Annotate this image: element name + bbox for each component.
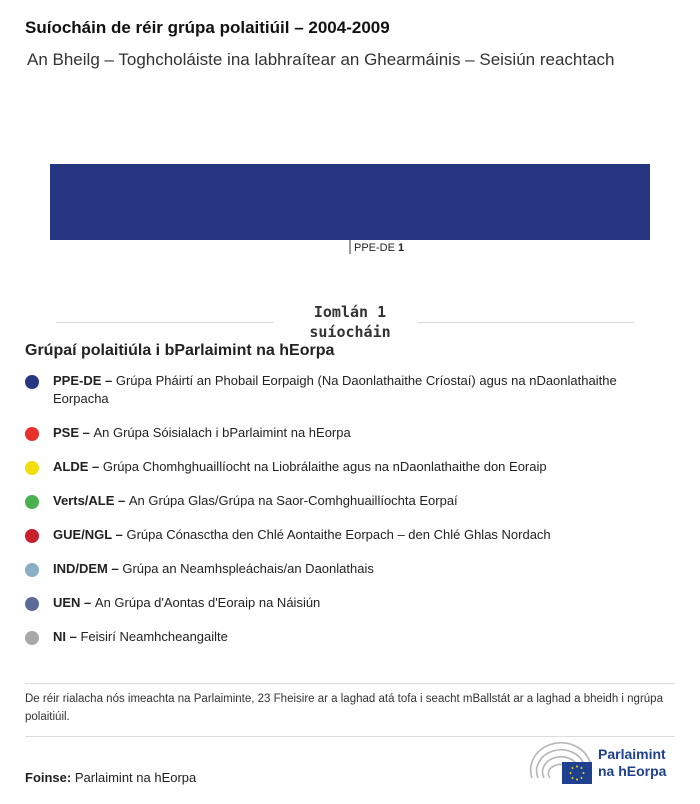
legend	[25, 372, 665, 662]
legend-text	[53, 594, 320, 612]
seat-chart	[0, 150, 700, 270]
legend-desc: Feisirí Neamhcheangailte	[80, 629, 228, 644]
legend-abbr: PPE-DE –	[53, 373, 116, 388]
divider	[25, 736, 675, 737]
legend-item	[25, 560, 665, 578]
legend-item	[25, 372, 665, 408]
logo-line1: Parlaimint	[598, 746, 666, 762]
legend-item	[25, 458, 665, 476]
legend-text	[53, 424, 351, 442]
legend-abbr: PSE –	[53, 425, 94, 440]
legend-text	[53, 628, 228, 646]
legend-text	[53, 526, 551, 544]
legend-desc: Grúpa Pháirtí an Phobail Eorpaigh (Na Daonlathaithe Críostaí) agus na nDaonlathaithe Eorpacha	[53, 373, 617, 406]
legend-color-dot	[25, 461, 39, 475]
legend-text	[53, 492, 458, 510]
total-unit: suíocháin	[309, 323, 391, 341]
legend-abbr: NI –	[53, 629, 81, 644]
legend-item	[25, 594, 665, 612]
total-label	[0, 302, 700, 342]
total-count: Iomlán 1	[313, 303, 387, 321]
legend-color-dot	[25, 631, 39, 645]
legend-item	[25, 424, 665, 442]
legend-desc: Grúpa an Neamhspleáchais/an Daonlathais	[122, 561, 374, 576]
segment-name: PPE-DE	[354, 242, 399, 254]
legend-desc: Grúpa Chomhghuaillíocht na Liobrálaithe agus na nDaonlathaithe don Eoraip	[102, 459, 547, 474]
chart-subtitle: An Bheilg – Toghcholáiste ina labhraítear an Ghearmáinis – Seisiún reachtach	[27, 50, 615, 69]
legend-color-dot	[25, 529, 39, 543]
legend-text	[53, 560, 374, 578]
legend-item	[25, 492, 665, 510]
bar-segment	[50, 164, 650, 240]
legend-color-dot	[25, 427, 39, 441]
total-seats	[0, 300, 700, 344]
legend-item	[25, 628, 665, 646]
legend-title: Grúpaí polaitiúla i bParlaimint na hEorpa	[25, 342, 335, 359]
parliament-logo	[528, 742, 678, 788]
logo-text	[598, 746, 666, 780]
legend-color-dot	[25, 375, 39, 389]
chart-title: Suíocháin de réir grúpa polaitiúil – 2004-2009	[25, 18, 390, 37]
legend-abbr: UEN –	[53, 595, 95, 610]
divider	[25, 683, 675, 684]
source	[25, 770, 196, 785]
source-label: Foinse:	[25, 770, 72, 785]
legend-color-dot	[25, 495, 39, 509]
legend-abbr: GUE/NGL –	[53, 527, 127, 542]
source-text: Parlaimint na hEorpa	[74, 770, 197, 785]
hemicycle-eu-flag-icon	[528, 742, 594, 788]
legend-desc: An Grúpa Sóisialach i bParlaimint na hEorpa	[93, 425, 351, 440]
segment-label	[354, 242, 404, 254]
logo-line2: na hEorpa	[598, 763, 667, 779]
legend-text	[53, 372, 665, 408]
segment-value: 1	[398, 242, 405, 254]
legend-color-dot	[25, 563, 39, 577]
footnote: De réir rialacha nós imeachta na Parlaiminte, 23 Fheisire ar a laghad atá tofa i seacht mBallstát ar a laghad a bheidh i ngrúpa polaitiúil.	[25, 693, 663, 723]
legend-desc: An Grúpa Glas/Grúpa na Saor-Comhghuaillíochta Eorpaí	[128, 493, 458, 508]
legend-text	[53, 458, 547, 476]
legend-abbr: Verts/ALE –	[53, 493, 129, 508]
legend-desc: Grúpa Cónasctha den Chlé Aontaithe Eorpach – den Chlé Ghlas Nordach	[126, 527, 551, 542]
legend-item	[25, 526, 665, 544]
legend-desc: An Grúpa d'Aontas d'Eoraip na Náisiún	[94, 595, 321, 610]
legend-color-dot	[25, 597, 39, 611]
legend-abbr: IND/DEM –	[53, 561, 123, 576]
legend-abbr: ALDE –	[53, 459, 103, 474]
